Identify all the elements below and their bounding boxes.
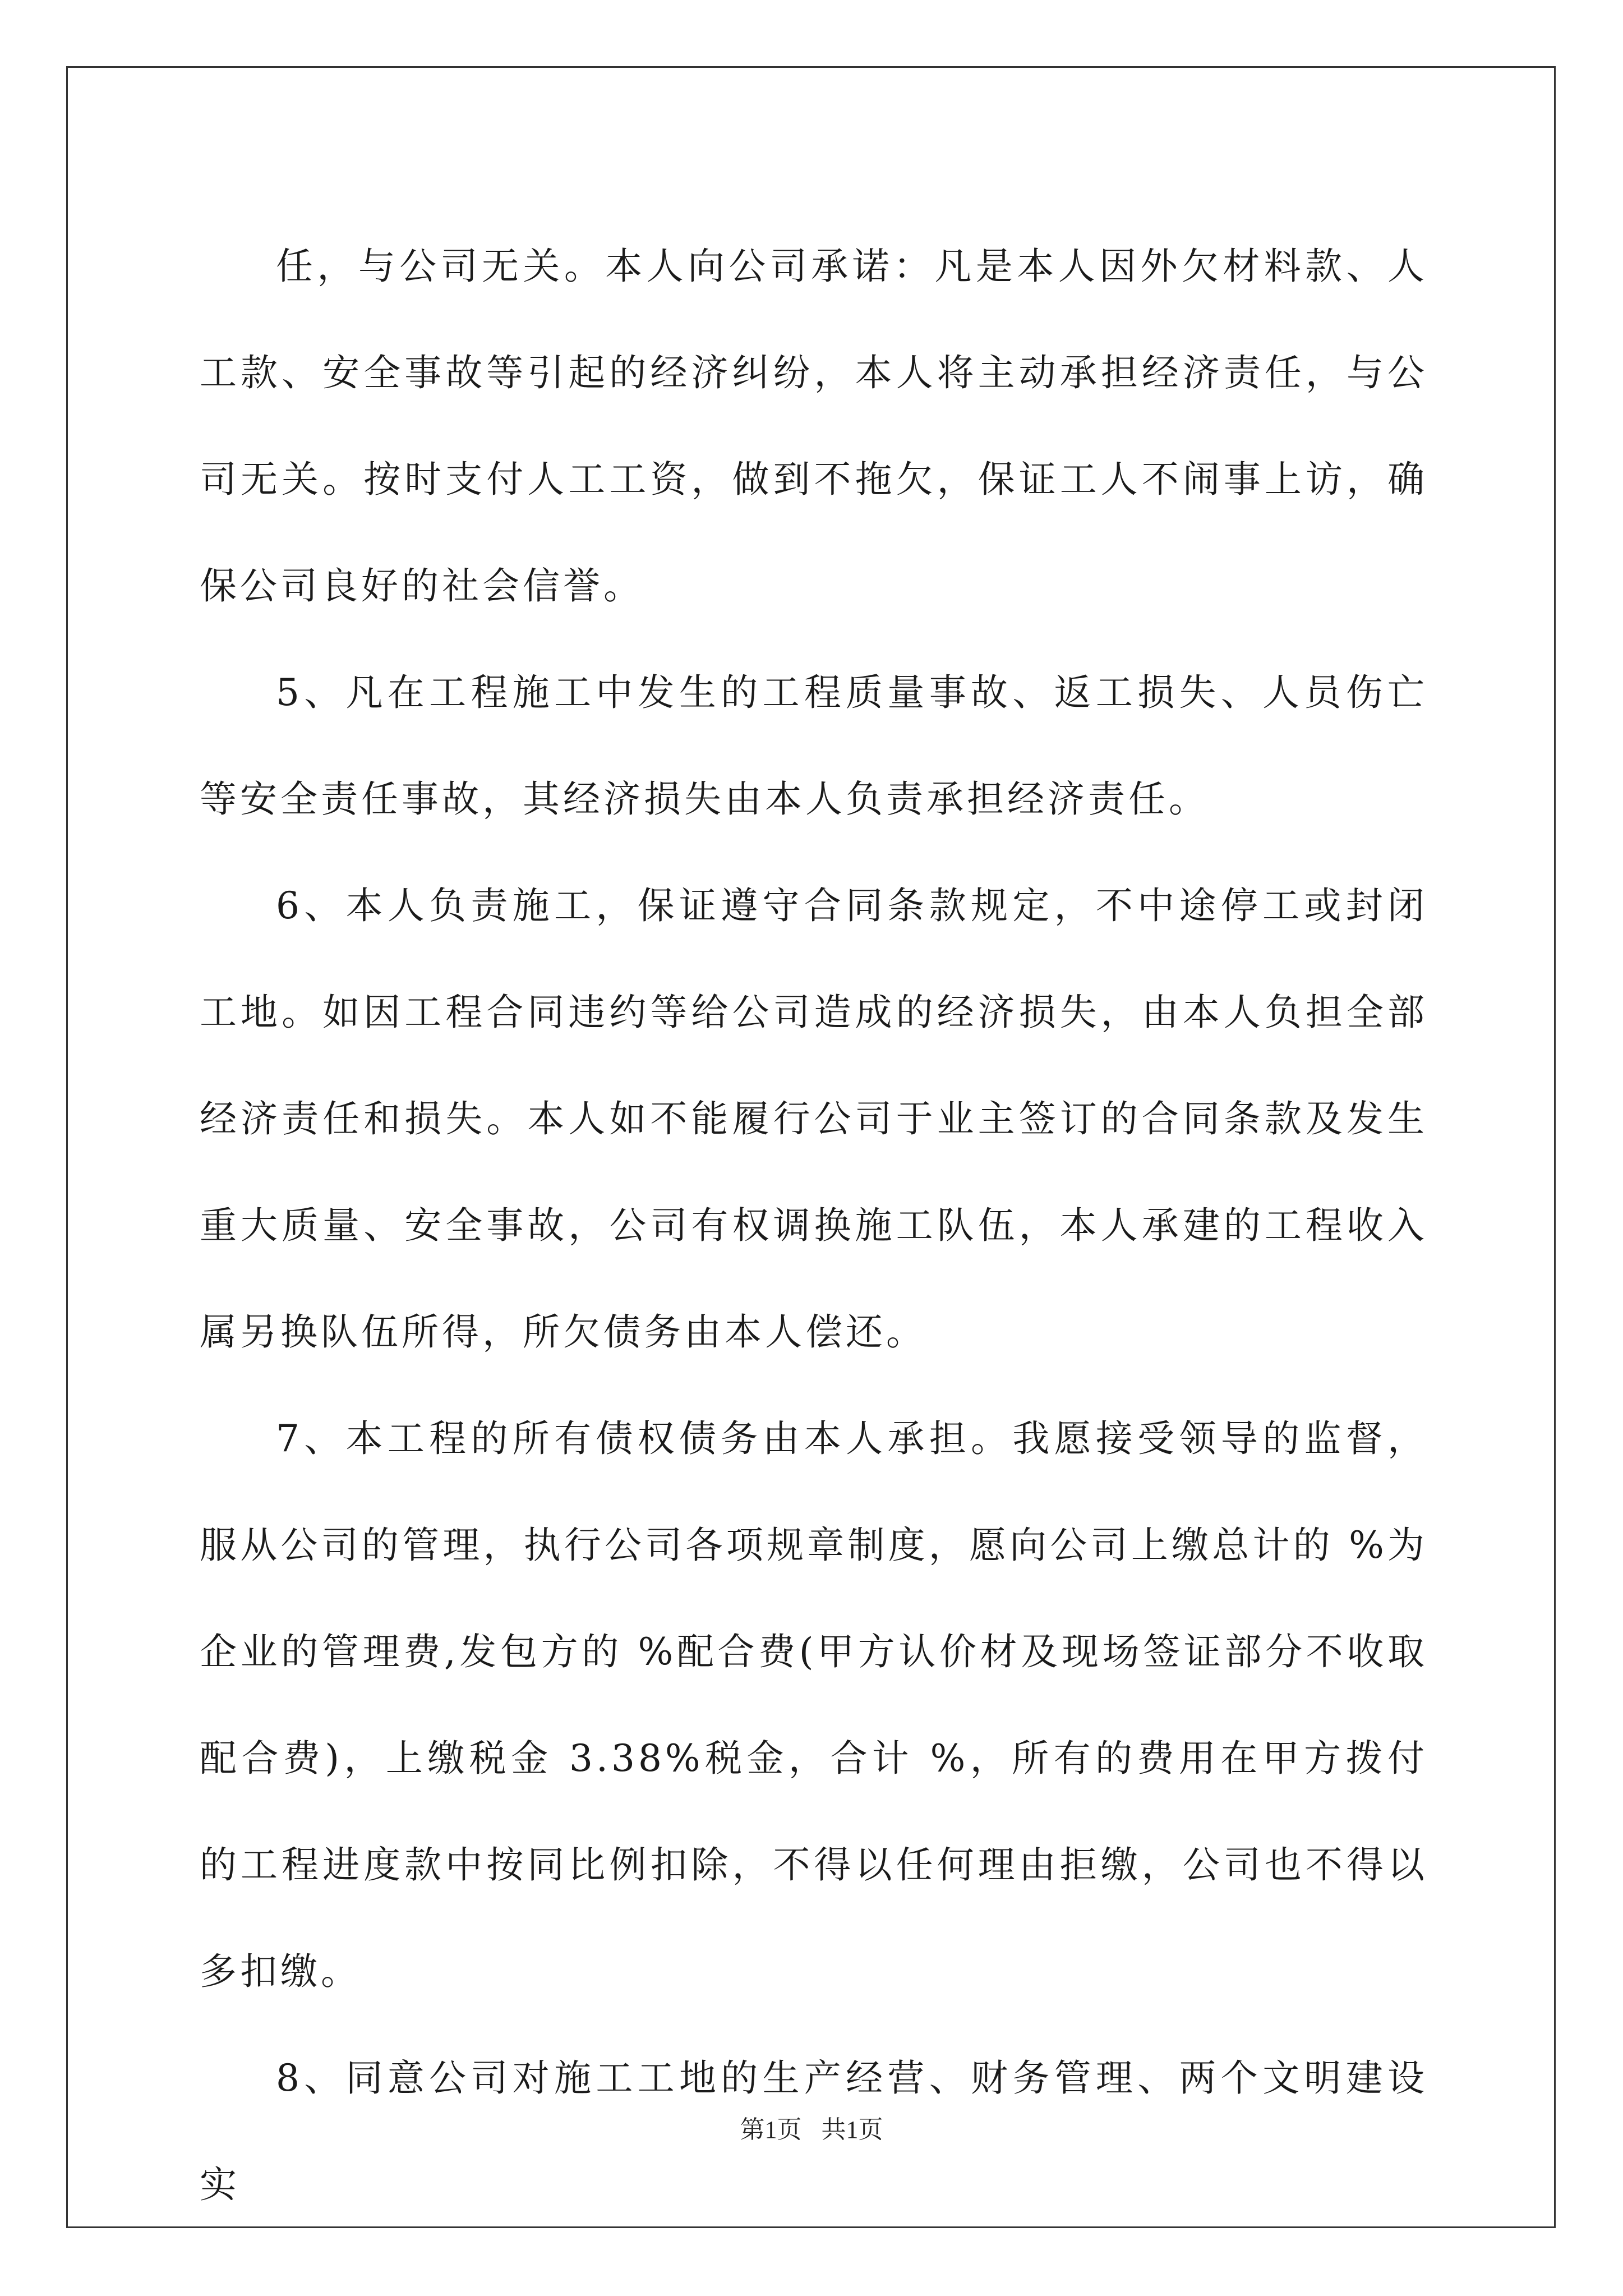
page-footer bbox=[0, 2109, 1623, 2145]
page-total: 共1页 bbox=[821, 2116, 883, 2143]
paragraph-1: 任，与公司无关。本人向公司承诺：凡是本人因外欠材料款、人工款、安全事故等引起的经济纠纷，本人将主动承担经济责任，与公司无关。按时支付人工工资，做到不拖欠，保证工人不闹事上访，确保公司良好的社会信誉。 bbox=[200, 245, 1428, 608]
paragraph-3: 6、本人负责施工，保证遵守合同条款规定，不中途停工或封闭工地。如因工程合同违约等给公司造成的经济损失，由本人负担全部经济责任和损失。本人如不能履行公司于业主签订的合同条款及发生重大质量、安全事故，公司有权调换施工队伍，本人承建的工程收入属另换队伍所得，所欠债务由本人偿还。 bbox=[200, 884, 1428, 1354]
paragraph-5: 8、同意公司对施工工地的生产经营、财务管理、两个文明建设实 bbox=[200, 2056, 1428, 2206]
paragraph-4: 7、本工程的所有债权债务由本人承担。我愿接受领导的监督，服从公司的管理，执行公司各项规章制度，愿向公司上缴总计的 %为企业的管理费,发包方的 %配合费(甲方认价材及现场签证部分不收取配合费)，上缴税金 3.38%税金，合计 %，所有的费用在甲方拨付的工程进度款中按同比例扣除，不得以任何理由拒缴，公司也不得以多扣缴。 bbox=[200, 1417, 1428, 1993]
document-body bbox=[200, 213, 1428, 2238]
paragraph-2: 5、凡在工程施工中发生的工程质量事故、返工损失、人员伤亡等安全责任事故，其经济损失由本人负责承担经济责任。 bbox=[200, 671, 1428, 821]
page-number: 第1页 bbox=[740, 2116, 802, 2143]
